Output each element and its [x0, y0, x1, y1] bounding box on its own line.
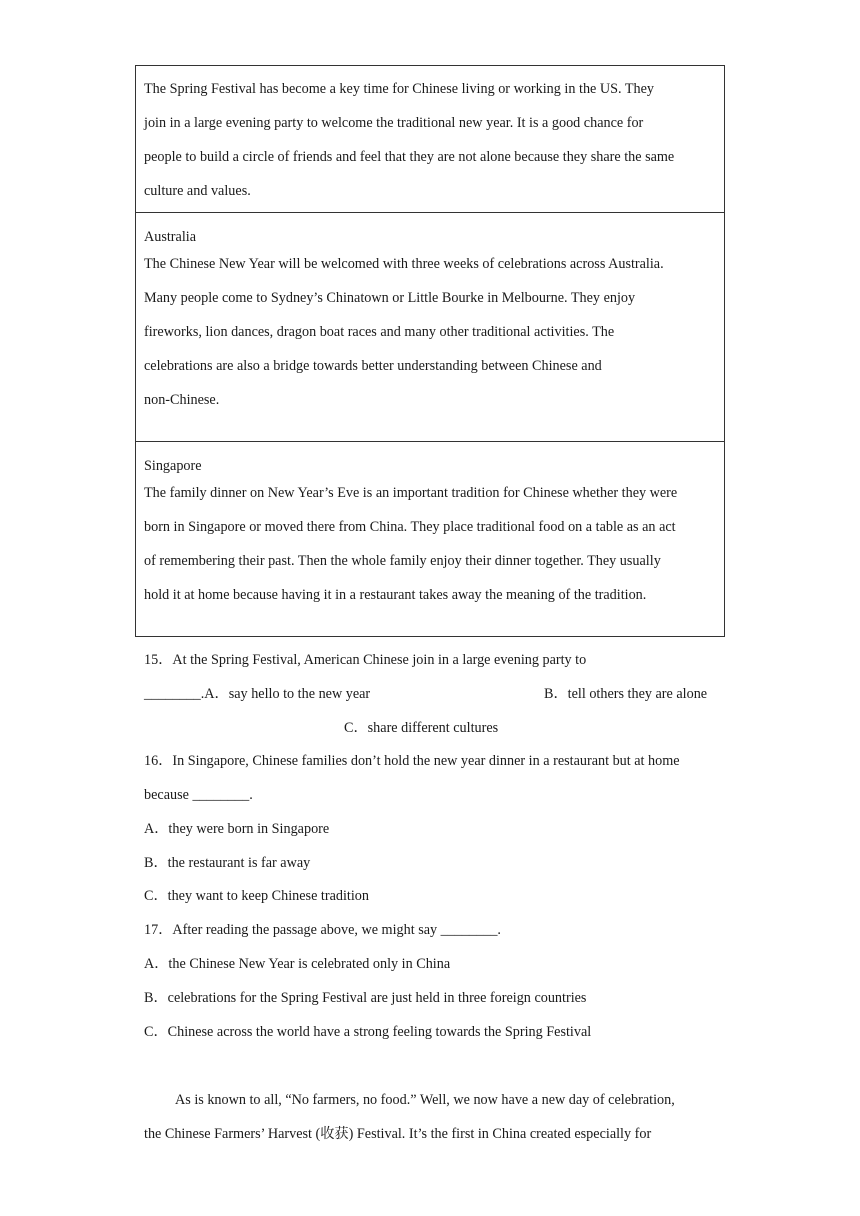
q17-option-c: C．Chinese across the world have a strong feeling towards the Spring Festival: [144, 1024, 592, 1040]
q15-option-b: B．tell others they are alone: [544, 686, 708, 702]
australia-line-1: The Chinese New Year will be welcomed with three weeks of celebrations across Australia.: [144, 256, 664, 272]
q16-option-a: A．they were born in Singapore: [144, 821, 330, 837]
singapore-line-1: The family dinner on New Year’s Eve is an important tradition for Chinese whether they were: [144, 485, 678, 501]
q15-stem: 15．At the Spring Festival, American Chinese join in a large evening party to: [144, 652, 587, 668]
q16-stem-cont: because ________.: [144, 787, 253, 803]
australia-line-4: celebrations are also a bridge towards better understanding between Chinese and: [144, 358, 602, 374]
next-passage-line-1: As is known to all, “No farmers, no food.” Well, we now have a new day of celebration,: [175, 1092, 675, 1108]
us-line-4: culture and values.: [144, 183, 251, 199]
q16-option-c: C．they want to keep Chinese tradition: [144, 888, 369, 904]
passage-table: [135, 65, 725, 637]
q15-option-a: ________.A．say hello to the new year: [144, 686, 371, 702]
q16-stem: 16．In Singapore, Chinese families don’t hold the new year dinner in a restaurant but at home: [144, 753, 680, 769]
us-line-3: people to build a circle of friends and feel that they are not alone because they share the same: [144, 149, 675, 165]
q15-option-c: C．share different cultures: [344, 720, 499, 736]
table-cell-singapore: [136, 456, 724, 636]
singapore-heading: Singapore: [144, 458, 202, 474]
australia-heading: Australia: [144, 229, 197, 245]
q16-option-b: B．the restaurant is far away: [144, 855, 311, 871]
singapore-line-4: hold it at home because having it in a restaurant takes away the meaning of the tradition.: [144, 587, 647, 603]
table-cell-us: [136, 66, 724, 213]
q17-option-b: B．celebrations for the Spring Festival are just held in three foreign countries: [144, 990, 587, 1006]
next-passage-line-2: the Chinese Farmers’ Harvest (收获) Festival. It’s the first in China created especially for: [144, 1126, 652, 1142]
singapore-line-3: of remembering their past. Then the whole family enjoy their dinner together. They usually: [144, 553, 661, 569]
australia-line-3: fireworks, lion dances, dragon boat races and many other traditional activities. The: [144, 324, 615, 340]
singapore-line-2: born in Singapore or moved there from China. They place traditional food on a table as an act: [144, 519, 676, 535]
table-cell-australia: [136, 227, 724, 442]
us-line-2: join in a large evening party to welcome the traditional new year. It is a good chance for: [144, 115, 644, 131]
q17-stem: 17．After reading the passage above, we might say ________.: [144, 922, 501, 938]
us-line-1: The Spring Festival has become a key time for Chinese living or working in the US. They: [144, 81, 655, 97]
australia-line-2: Many people come to Sydney’s Chinatown or Little Bourke in Melbourne. They enjoy: [144, 290, 636, 306]
q17-option-a: A．the Chinese New Year is celebrated only in China: [144, 956, 451, 972]
australia-line-5: non-Chinese.: [144, 392, 220, 408]
